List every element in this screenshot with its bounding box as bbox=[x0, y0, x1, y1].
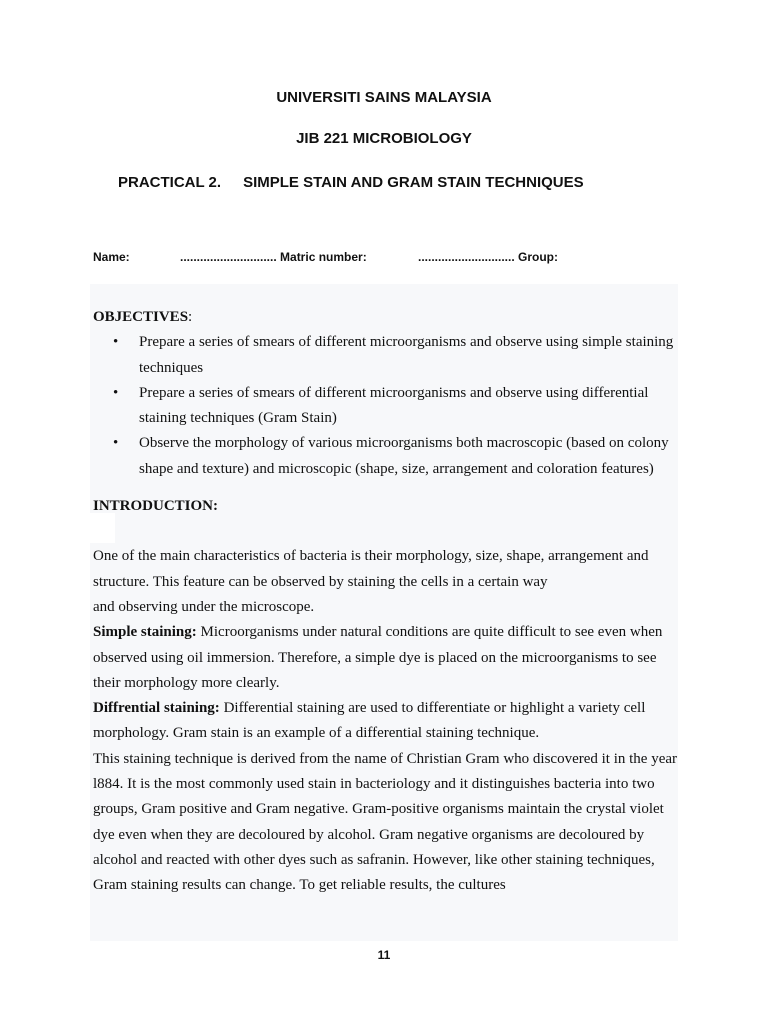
objective-text: Prepare a series of smears of different microorganisms and observe using differential staining techniques (Gram Stain) bbox=[139, 384, 649, 427]
course-title: JIB 221 MICROBIOLOGY bbox=[296, 130, 472, 147]
objectives-heading: OBJECTIVES bbox=[93, 309, 189, 325]
objectives-colon: : bbox=[188, 309, 193, 325]
objective-text: Observe the morphology of various microorganisms both macroscopic (based on colony shape and texture) and microscopic (shape, size, arrangement and coloration features) bbox=[139, 435, 669, 477]
introduction-heading: INTRODUCTION: bbox=[93, 498, 219, 515]
university-title: UNIVERSITI SAINS MALAYSIA bbox=[276, 89, 492, 106]
page-number: 11 bbox=[377, 948, 391, 962]
objectives-heading-line bbox=[93, 305, 678, 330]
list-item bbox=[93, 330, 678, 381]
list-item bbox=[93, 381, 678, 432]
practical-name: SIMPLE STAIN AND GRAM STAIN TECHNIQUES bbox=[243, 174, 584, 191]
practical-title bbox=[118, 174, 584, 191]
simple-staining-text: Microorganisms under natural conditions are quite difficult to see even when observed using oil immersion. Therefore, a simple dye is placed on the microorganisms to see their morphology more clearly. bbox=[93, 624, 663, 691]
gram-stain-paragraph: This staining technique is derived from the name of Christian Gram who discovered it in the year l884. It is the most commonly used stain in bacteriology and it distinguishes bacteria into two groups, Gram positive and Gram negative. Gram-positive organisms maintain the crystal violet dye even when they are decoloured by alcohol. Gram negative organisms are decoloured by alcohol and reacted with other dyes such as safranin. However, like other staining techniques, Gram staining results can change. To get reliable results, the cultures bbox=[93, 750, 678, 894]
simple-staining-label: Simple staining: bbox=[93, 624, 197, 641]
intro-paragraph-1: One of the main characteristics of bacteria is their morphology, size, shape, arrangement and structure. This feature can be observed by staining the cells in a certain way bbox=[93, 548, 649, 590]
differential-staining-text: Differential staining are used to differentiate or highlight a variety cell morphology. Gram stain is an example of a differential staining technique. bbox=[93, 700, 646, 742]
bullet-icon: • bbox=[113, 435, 119, 452]
practical-label: PRACTICAL 2. bbox=[118, 174, 222, 191]
simple-staining-paragraph bbox=[93, 620, 678, 696]
intro-paragraph-1-end: and observing under the microscope. bbox=[93, 598, 315, 615]
objective-text: Prepare a series of smears of different microorganisms and observe using simple staining techniques bbox=[139, 334, 674, 376]
differential-staining-paragraph bbox=[93, 696, 678, 747]
bullet-icon: • bbox=[113, 334, 119, 351]
differential-staining-label: Diffrential staining: bbox=[93, 700, 220, 717]
group-label: ............................. Group: bbox=[418, 250, 559, 264]
document-body bbox=[93, 305, 678, 899]
objectives-list bbox=[93, 330, 678, 482]
name-label: Name: bbox=[93, 250, 130, 264]
list-item bbox=[93, 431, 678, 482]
matric-number-label: ............................. Matric number: bbox=[180, 250, 367, 264]
bullet-icon: • bbox=[113, 384, 119, 401]
